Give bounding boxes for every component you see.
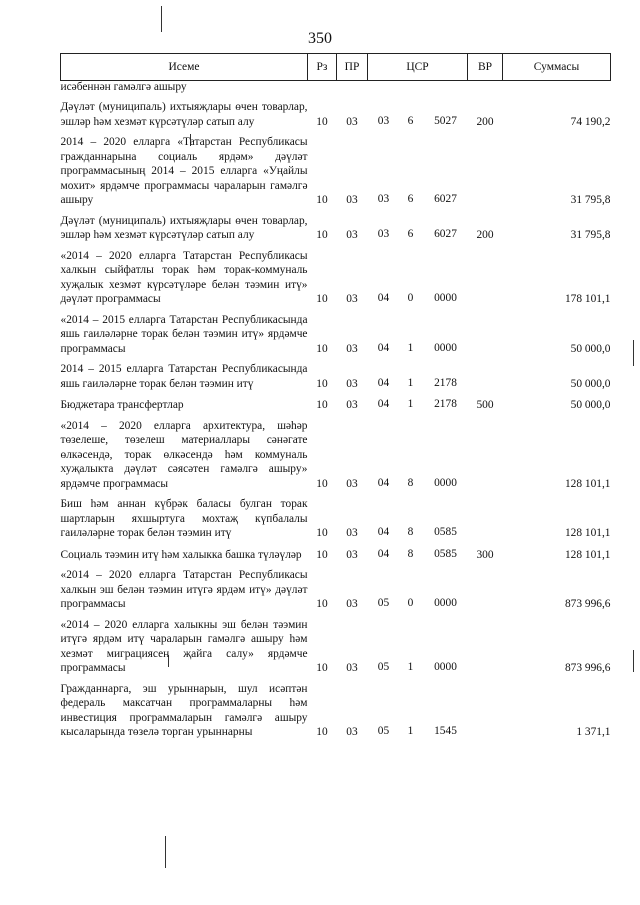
row-pr: 03 [346,477,358,490]
row-sum: 873 996,6 [564,598,611,610]
csr-group [368,114,468,130]
row-rz: 10 [316,598,328,610]
row-sum: 50 000,0 [570,399,611,411]
row-sum: 74 190,2 [570,115,611,128]
row-name: «2014 – 2020 елларга архитектура, шәһәр төзелеше, төзелеш материаллары сәнәгате өлкәсендә, торак өлкәсендә һәм коммуналь хуҗалыкта дәүләт сәясәтен гамәлгә ашыру» ярдәмче программасы [60,419,308,490]
table-row [61,547,611,563]
row-sum: 50 000,0 [570,342,611,355]
row-rz: 10 [316,229,328,241]
header-rz: Рз [308,54,337,81]
row-rz: 10 [316,293,328,305]
row-csr [368,497,468,541]
row-name: Гражданнарга, эш урыннарын, шул исәптән федераль максатчан программаларны һәм инвестиция программаларын гамәлгә ашыру кысаларында төзелә торган урыннарны [60,682,308,738]
row-pr: 03 [346,527,358,539]
row-csr [368,100,468,129]
table-row [61,100,611,129]
row-rz: 10 [316,342,328,355]
row-csr-3: 1545 [434,725,457,737]
table-header-row [61,54,611,81]
row-csr-1: 04 [377,526,390,538]
row-csr-1: 04 [377,376,390,389]
row-name: Биш һәм аннан күбрәк баласы булган торак шартларын яхшыртуга мохтаҗ күпбалалы гаиләләрне торак белән тәэмин итү [60,498,308,539]
row-csr-3: 2178 [434,376,457,389]
row-csr-2: 8 [407,526,414,538]
row-rz: 10 [316,194,328,206]
row-csr-3: 6027 [434,228,457,240]
csr-group [368,476,468,492]
table-row [61,419,611,492]
row-rz: 10 [316,662,328,674]
row-rz: 10 [316,477,328,490]
table-row [61,397,611,413]
row-csr-3: 2178 [434,398,457,410]
row-csr-3: 0000 [434,341,457,354]
row-csr [368,419,468,492]
scan-mark-right-2 [633,650,634,672]
csr-group [368,547,468,563]
row-sum: 178 101,1 [564,293,611,305]
row-csr [368,618,468,676]
row-csr-1: 04 [377,547,390,560]
row-vr [468,497,503,541]
continuation-text: исәбеннән гамәлгә ашыру [60,81,187,93]
row-rz: 10 [316,399,328,411]
row-vr: 200 [476,229,494,241]
row-pr: 03 [346,342,358,355]
row-csr-2: 8 [407,547,414,560]
row-csr-1: 03 [377,114,390,127]
header-vr: ВР [468,54,503,81]
page-number: 350 [308,30,332,47]
csr-group [368,291,468,307]
row-csr-1: 05 [377,661,390,673]
row-csr-1: 04 [377,398,390,410]
row-csr-2: 6 [407,228,414,240]
row-csr-3: 0000 [434,597,457,609]
row-csr-2: 1 [407,398,414,410]
row-sum: 128 101,1 [564,548,611,561]
row-name: 2014 – 2020 елларга «Татарстан Республикасы гражданнарына социаль ярдәм» дәүләт программасының 2014 – 2015 елларга «Уңайлы мохит» ярдәмче программасы чараларын гамәлгә ашыру [60,136,308,206]
row-csr [368,313,468,357]
row-vr [468,419,503,492]
row-pr: 03 [346,726,358,738]
row-csr [368,568,468,612]
csr-group [368,596,468,612]
row-pr: 03 [346,229,358,241]
row-csr [368,249,468,307]
row-csr-1: 04 [377,292,390,304]
table-body [61,81,611,740]
row-csr-2: 1 [407,341,414,354]
row-csr [368,135,468,208]
csr-group [368,397,468,413]
header-pr: ПР [337,54,368,81]
row-csr-3: 0585 [434,526,457,538]
row-sum: 50 000,0 [570,377,611,390]
row-name: «2014 – 2020 елларга Татарстан Республикасы халкын эш белән тәэмин итүгә ярдәм итү» дәүләт программасы [60,569,308,610]
row-csr-1: 03 [377,228,390,240]
row-name: «2014 – 2020 елларга Татарстан Республикасы халкын сыйфатлы торак һәм торак-коммуналь хуҗалык хезмәт күрсәтүләре белән тәэмин итү» дәүләт программасы [60,249,308,305]
row-csr-3: 0000 [434,661,457,673]
row-sum: 1 371,1 [576,726,611,738]
continuation-row [61,81,611,95]
table-row [61,249,611,307]
row-pr: 03 [346,662,358,674]
csr-group [368,660,468,676]
csr-group [368,525,468,541]
table-row [61,362,611,391]
row-vr [468,568,503,612]
row-rz: 10 [316,377,328,390]
row-csr [368,362,468,391]
row-vr: 300 [476,548,494,561]
row-name: «2014 – 2020 елларга халыкны эш белән тәэмин итүгә ярдәм итү чараларын гамәлгә ашыру һәм хезмәт миграциясен җайга салу» ярдәмче программасы [60,618,308,674]
header-csr: ЦСР [368,54,468,81]
row-vr: 200 [476,115,494,128]
row-csr-2: 1 [407,661,414,673]
row-csr-3: 6027 [434,193,457,205]
row-pr: 03 [346,115,358,128]
table-row [61,135,611,208]
row-sum: 31 795,8 [570,229,611,241]
row-sum: 128 101,1 [564,527,611,539]
row-pr: 03 [346,293,358,305]
row-csr-3: 0000 [434,476,457,489]
row-csr-1: 04 [377,341,390,354]
row-name: Бюджетара трансфертлар [60,399,184,411]
row-sum: 128 101,1 [564,477,611,490]
csr-group [368,724,468,740]
table-row [61,497,611,541]
row-vr [468,249,503,307]
row-name: Дәүләт (муниципаль) ихтыяҗлары өчен товарлар, эшләр һәм хезмәт күрсәтүләр сатып алу [60,101,308,128]
row-csr-2: 0 [407,597,414,609]
row-csr-1: 04 [377,476,390,489]
table-row [61,618,611,676]
row-name: 2014 – 2015 елларга Татарстан Республикасында яшь гаиләләрне торак белән тәэмин итү [60,363,308,390]
row-csr-2: 1 [407,725,414,737]
row-name: Дәүләт (муниципаль) ихтыяҗлары өчен товарлар, эшләр һәм хезмәт күрсәтүләр сатып алу [60,214,308,241]
scan-mark-top [161,6,162,32]
csr-group [368,376,468,392]
row-rz: 10 [316,527,328,539]
row-csr-3: 5027 [434,114,457,127]
table-row [61,682,611,740]
row-pr: 03 [346,548,358,561]
row-csr-2: 1 [407,376,414,389]
row-rz: 10 [316,726,328,738]
row-csr [368,397,468,413]
table-row [61,568,611,612]
row-csr [368,682,468,740]
row-sum: 31 795,8 [570,194,611,206]
row-pr: 03 [346,377,358,390]
row-csr-2: 6 [407,114,414,127]
row-rz: 10 [316,115,328,128]
row-csr-3: 0585 [434,547,457,560]
table-row [61,214,611,243]
row-csr-2: 8 [407,476,414,489]
row-name: Социаль тәэмин итү һәм халыкка башка түләүләр [60,548,302,561]
scan-mark-right [633,340,634,366]
row-vr [468,135,503,208]
row-pr: 03 [346,598,358,610]
scan-mark-bottom [165,836,166,868]
header-name: Исеме [61,54,308,81]
row-vr [468,362,503,391]
row-vr: 500 [476,399,494,411]
csr-group [368,192,468,208]
row-csr-2: 6 [407,193,414,205]
row-name: «2014 – 2015 елларга Татарстан Республикасында яшь гаиләләрне торак белән тәэмин итү» ярдәмче программасы [60,313,308,355]
row-pr: 03 [346,194,358,206]
row-csr-3: 0000 [434,292,457,304]
row-vr [468,682,503,740]
row-vr [468,618,503,676]
row-csr [368,547,468,563]
row-csr [368,214,468,243]
row-csr-2: 0 [407,292,414,304]
csr-group [368,341,468,357]
row-csr-1: 05 [377,597,390,609]
row-sum: 873 996,6 [564,662,611,674]
row-vr [468,313,503,357]
header-sum: Суммасы [503,54,611,81]
row-csr-1: 03 [377,193,390,205]
csr-group [368,227,468,243]
row-rz: 10 [316,548,328,561]
table-row [61,313,611,357]
row-pr: 03 [346,399,358,411]
budget-table [60,53,611,740]
row-csr-1: 05 [377,725,390,737]
